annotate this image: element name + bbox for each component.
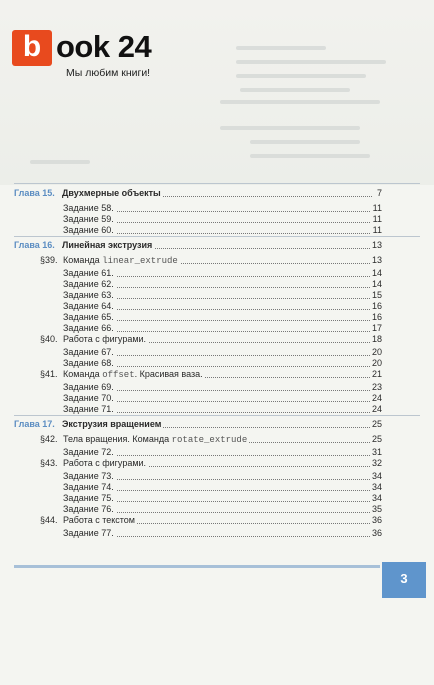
entry-title [63,527,116,539]
toc-task-row [0,224,434,236]
entry-title-text: Задание 71. [63,404,114,414]
entry-page: 34 [371,482,382,492]
chapter-divider [14,415,420,416]
entry-page: 21 [371,369,382,379]
entry-title [63,224,116,236]
toc-chapter-row [0,187,434,199]
faded-text-line [220,126,360,130]
entry-title-text: Двухмерные объекты [62,188,161,198]
entry-page: 32 [371,458,382,468]
toc-chapter-row [0,239,434,251]
entry-page: 23 [371,382,382,392]
entry-title-text: Экструзия вращением [62,419,162,429]
entry-title-text: Задание 68. [63,358,114,368]
section-label: §43. [40,458,58,468]
section-label: §44. [40,515,58,525]
entry-title-text: Команда [63,255,100,265]
entry-title-text: Задание 58. [63,203,114,213]
entry-page: 13 [371,240,382,250]
logo-tagline: Мы любим книги! [66,67,151,79]
section-label: §42. [40,434,58,444]
entry-title-text: Задание 69. [63,382,114,392]
entry-page: 34 [371,471,382,481]
entry-page: 24 [371,404,382,414]
chapter-divider [14,236,420,237]
entry-page: 34 [371,493,382,503]
toc-task-row [0,403,434,415]
entry-title-text: Задание 73. [63,471,114,481]
entry-title-text: Работа с фигурами. [63,458,147,468]
logo-word: ook 24 [56,29,152,64]
entry-page: 17 [371,323,382,333]
entry-page: 36 [371,528,382,538]
entry-page: 11 [372,225,382,235]
entry-title-text: Линейная экструзия [62,240,153,250]
faded-text-line [236,46,326,50]
page-number: 3 [382,562,426,598]
chapter-label: Глава 17. [14,419,55,429]
bottom-rule [14,565,380,568]
section-label: §41. [40,369,58,379]
entry-page: 14 [371,268,382,278]
entry-title [62,239,154,251]
section-label: §40. [40,334,58,344]
entry-page: 11 [372,203,382,213]
entry-page: 35 [371,504,382,514]
entry-page: 11 [372,214,382,224]
entry-title-text: Тела вращения. Команда [63,434,170,444]
entry-title-text: Задание 60. [63,225,114,235]
entry-title-text: Задание 65. [63,312,114,322]
entry-title-text: Задание 70. [63,393,114,403]
entry-page: 20 [371,347,382,357]
entry-title-text: Задание 63. [63,290,114,300]
entry-page: 25 [371,419,382,429]
entry-title-text: Задание 61. [63,268,114,278]
entry-page: 16 [371,301,382,311]
entry-page: 7 [376,188,382,198]
entry-title-text: Задание 72. [63,447,114,457]
entry-title-text: Задание 67. [63,347,114,357]
entry-title [63,403,116,415]
entry-page: 13 [371,255,382,265]
entry-title-text: Задание 77. [63,528,114,538]
toc-task-row [0,527,434,539]
entry-title-text: Команда [63,369,100,379]
faded-text-line [236,60,386,64]
entry-title-text: Работа с текстом [63,515,135,525]
entry-title-text: Задание 64. [63,301,114,311]
entry-title-text: Задание 74. [63,482,114,492]
book24-logo [6,22,156,78]
entry-title-text: Работа с фигурами. [63,334,147,344]
faded-text-line [240,88,350,92]
entry-title [62,187,163,199]
entry-code: linear_extrude [102,256,178,266]
entry-page: 18 [371,334,382,344]
entry-page: 36 [371,515,382,525]
faded-text-line [220,100,380,104]
section-label: §39. [40,255,58,265]
entry-title-text: Задание 75. [63,493,114,503]
entry-page: 16 [371,312,382,322]
entry-page: 31 [371,447,382,457]
faded-text-line [250,140,360,144]
entry-page: 25 [371,434,382,444]
entry-page: 24 [371,393,382,403]
entry-title-text: Задание 66. [63,323,114,333]
toc-chapter-row [0,418,434,430]
entry-title [62,418,163,430]
faded-text-line [250,154,370,158]
logo-letter: b [12,30,52,66]
entry-page: 14 [371,279,382,289]
entry-title-text: Задание 62. [63,279,114,289]
entry-title-text: Задание 59. [63,214,114,224]
chapter-label: Глава 15. [14,188,55,198]
entry-title-text: Задание 76. [63,504,114,514]
faded-text-line [236,74,366,78]
chapter-label: Глава 16. [14,240,55,250]
entry-page: 15 [371,290,382,300]
faded-text-line [30,160,90,164]
entry-code: offset [102,370,135,380]
entry-title-suffix: . Красивая ваза. [134,369,203,379]
entry-page: 20 [371,358,382,368]
entry-code: rotate_extrude [171,435,248,445]
